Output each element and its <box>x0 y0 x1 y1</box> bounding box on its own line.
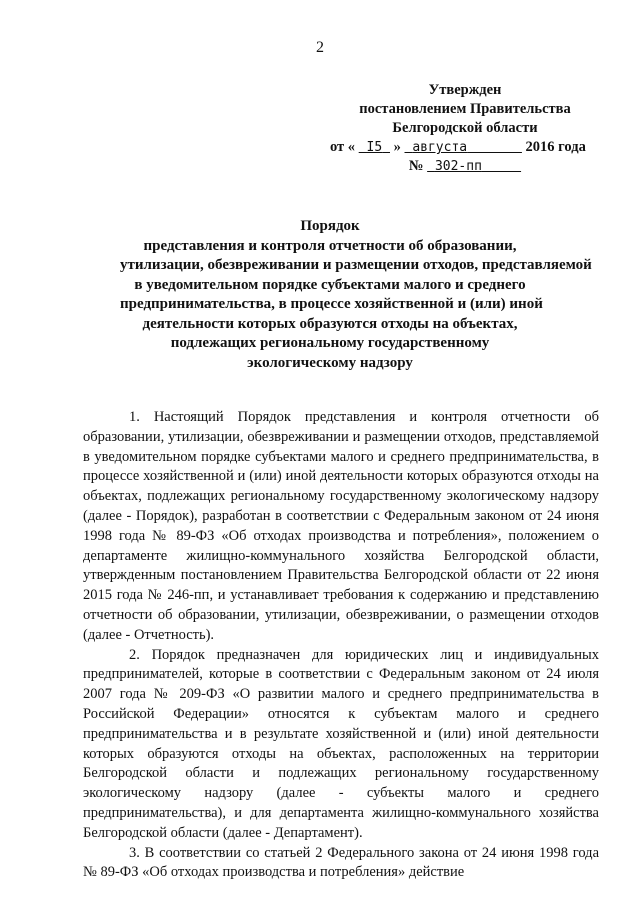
date-prefix: от « <box>330 139 356 155</box>
page-number: 2 <box>316 39 324 56</box>
title-line: подлежащих региональному государственному <box>170 335 490 351</box>
date-mid: » <box>393 139 401 155</box>
title-line: в уведомительном порядке субъектами малого и среднего <box>134 276 526 293</box>
approval-date <box>330 138 600 157</box>
document-title <box>120 217 592 373</box>
title-heading: Порядок <box>300 218 360 234</box>
title-line: утилизации, обезвреживании и размещении отходов, представляемой <box>120 257 592 273</box>
date-year: 2016 года <box>525 139 586 155</box>
title-line: предпринимательства, в процессе хозяйственной и (или) иной <box>120 296 543 312</box>
title-line: представления и контроля отчетности об образовании, <box>143 237 517 254</box>
number-value: 302-пп <box>434 159 482 174</box>
approval-number <box>330 157 600 176</box>
approval-line: Белгородской области <box>392 120 538 136</box>
paragraph-3: 3. В соответствии со статьей 2 Федерального закона от 24 июня 1998 года № 89-ФЗ «Об отходах производства и потребления» действие <box>83 844 599 881</box>
approval-line: постановлением Правительства <box>359 101 571 117</box>
date-month: августа <box>412 140 468 155</box>
title-line: экологическому надзору <box>247 354 413 371</box>
title-line: деятельности которых образуются отходы на объектах, <box>142 315 518 332</box>
number-prefix: № <box>408 158 424 174</box>
paragraph-1: 1. Настоящий Порядок представления и контроля отчетности об образовании, утилизации, обезвреживании и размещении отходов, представляемой в уведомительном порядке субъектами малого и среднего предпринимательства, в процессе хозяйственной и (или) иной деятельности которых образуются отходы на объектах, подлежащих региональному государственному экологическому надзору (далее - Порядок), разработан в соответствии с Федеральным законом от 24 июня 1998 года № 89-ФЗ «Об отходах производства и потребления», положением о департаменте жилищно-коммунального хозяйства Белгородской области, утвержденным постановлением Правительства Белгородской области от 22 июня 2015 года № 246-пп, и устанавливает требования к содержанию и представлению отчетности об образовании, утилизации, обезвреживании, о размещении отходов (далее - Отчетность). <box>83 409 599 643</box>
paragraph-2: 2. Порядок предназначен для юридических лиц и индивидуальных предпринимателей, которые в соответствии с Федеральным законом от 24 июля 2007 года № 209-ФЗ «О развитии малого и среднего предпринимательства в Российской Федерации» относятся к субъектам малого и среднего предпринимательства и в результате хозяйственной и (или) иной деятельности которых образуются отходы на объектах, расположенных на территории Белгородской области и подлежащих региональному государственному экологическому надзору (далее - субъекты малого и среднего предпринимательства), и для департамента жилищно-коммунального хозяйства Белгородской области (далее - Департамент). <box>83 646 599 841</box>
approval-line: Утвержден <box>428 82 502 98</box>
approval-block <box>330 81 600 176</box>
date-day: I5 <box>366 140 383 155</box>
document-body <box>83 408 599 883</box>
